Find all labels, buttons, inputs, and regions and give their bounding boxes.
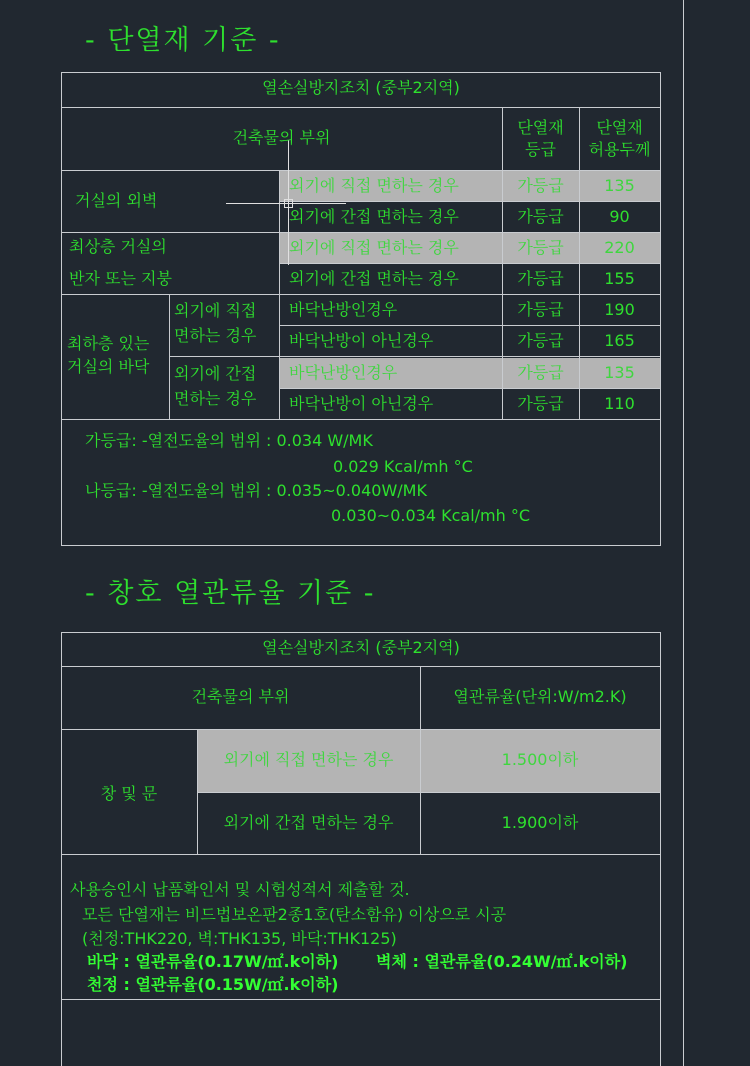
- note-grade-a: 가등급: -열전도율의 범위 : 0.034 W/MK: [85, 431, 373, 450]
- row-value: 1.900이하: [501, 813, 579, 832]
- row-cond: 바닥난방이 아닌경우: [289, 394, 434, 413]
- col-part-header: 건축물의 부위: [232, 128, 331, 147]
- row-cond: 외기에 직접 면하는 경우: [289, 176, 459, 195]
- row-grade: 가등급: [517, 207, 564, 226]
- row-cond: 외기에 간접 면하는 경우: [289, 269, 459, 288]
- row-grade: 가등급: [517, 238, 564, 257]
- group-floor-indirect-1: 외기에 간접: [174, 364, 257, 383]
- col-part-header: 건축물의 부위: [191, 687, 290, 706]
- row-thick: 110: [604, 394, 635, 413]
- note-approval: 사용승인시 납품확인서 및 시험성적서 제출할 것.: [70, 880, 410, 899]
- row-thick: 90: [609, 207, 630, 226]
- table-title: 열손실방지조치 (중부2지역): [262, 638, 460, 657]
- row-cond: 바닥난방인경우: [289, 363, 398, 382]
- section1-heading: - 단열재 기준 -: [85, 25, 281, 56]
- group-floor-2: 거실의 바닥: [67, 357, 150, 376]
- group-floor-indirect-2: 면하는 경우: [174, 389, 257, 408]
- col-thick-header-2: 허용두께: [588, 140, 651, 159]
- row-thick: 155: [604, 269, 635, 288]
- note-thickness: (천정:THK220, 벽:THK135, 바닥:THK125): [82, 929, 397, 948]
- row-cond: 외기에 간접 면하는 경우: [223, 813, 394, 832]
- row-cond: 외기에 직접 면하는 경우: [223, 750, 394, 769]
- note-grade-a-kcal: 0.029 Kcal/mh °C: [333, 457, 473, 476]
- row-cond: 외기에 간접 면하는 경우: [289, 207, 459, 226]
- row-cond: 바닥난방인경우: [289, 300, 398, 319]
- group-wall: 거실의 외벽: [75, 191, 158, 210]
- drawing-border-right: [683, 0, 684, 1066]
- row-cond: 외기에 직접 면하는 경우: [289, 238, 459, 257]
- section2-heading: - 창호 열관류율 기준 -: [85, 578, 376, 609]
- note-grade-b-kcal: 0.030~0.034 Kcal/mh °C: [331, 506, 531, 525]
- group-window-door: 창 및 문: [100, 784, 158, 803]
- row-thick: 165: [604, 331, 635, 350]
- col-value-header: 열관류율(단위:W/m2.K): [453, 687, 627, 706]
- row-thick: 190: [604, 300, 635, 319]
- note-material: 모든 단열재는 비드법보온판2종1호(탄소함유) 이상으로 시공: [82, 905, 507, 924]
- col-grade-header-1: 단열재: [517, 118, 564, 137]
- row-thick: 135: [604, 176, 635, 195]
- group-floor-1: 최하층 있는: [67, 334, 150, 353]
- row-grade: 가등급: [517, 176, 564, 195]
- col-grade-header-2: 등급: [525, 140, 556, 159]
- note-ceiling-uvalue: 천정 : 열관류율(0.15W/㎡.k이하): [87, 975, 339, 994]
- note-wall-uvalue: 벽체 : 열관류율(0.24W/㎡.k이하): [376, 952, 628, 971]
- note-floor-uvalue: 바닥 : 열관류율(0.17W/㎡.k이하): [87, 952, 339, 971]
- col-thick-header-1: 단열재: [596, 118, 643, 137]
- row-thick: 135: [604, 363, 635, 382]
- row-value: 1.500이하: [501, 750, 579, 769]
- table-title: 열손실방지조치 (중부2지역): [262, 78, 460, 97]
- row-grade: 가등급: [517, 269, 564, 288]
- group-floor-direct-2: 면하는 경우: [174, 326, 257, 345]
- row-grade: 가등급: [517, 331, 564, 350]
- row-grade: 가등급: [517, 300, 564, 319]
- row-thick: 220: [604, 238, 635, 257]
- group-roof-2: 반자 또는 지붕: [69, 269, 172, 288]
- row-grade: 가등급: [517, 394, 564, 413]
- group-roof-1: 최상층 거실의: [69, 237, 167, 256]
- group-floor-direct-1: 외기에 직접: [174, 301, 257, 320]
- row-cond: 바닥난방이 아닌경우: [289, 331, 434, 350]
- note-grade-b: 나등급: -열전도율의 범위 : 0.035~0.040W/MK: [85, 481, 427, 500]
- row-grade: 가등급: [517, 363, 564, 382]
